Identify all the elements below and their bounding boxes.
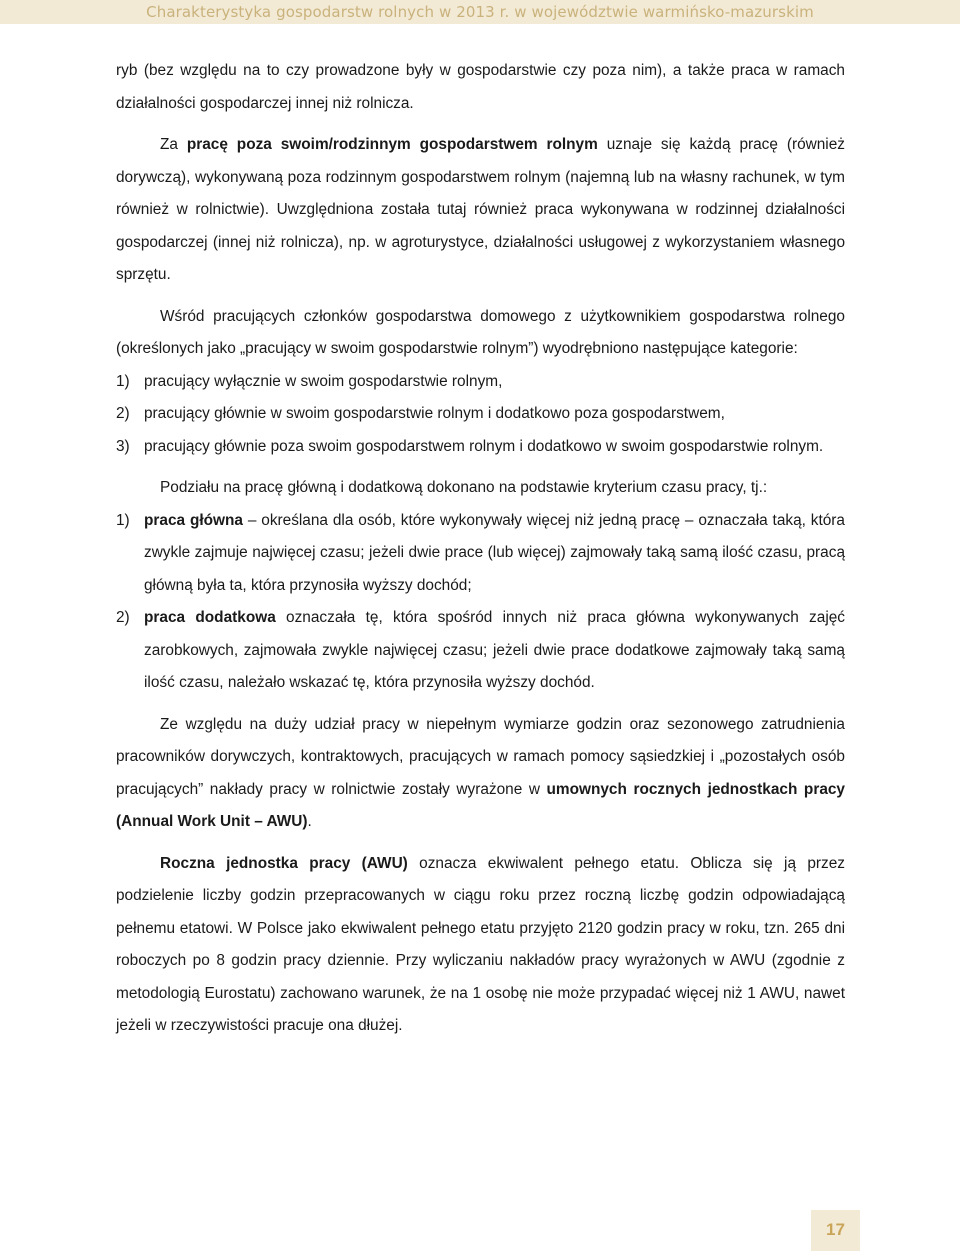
page-body [116, 55, 845, 1043]
paragraph-categories-intro: Wśród pracujących członków gospodarstwa domowego z użytkownikiem gospodarstwa rolnego (określonych jako „pracujący w swoim gospodarstwie rolnym”) wyodrębniono następujące kategorie: [116, 307, 845, 357]
page-number: 17 [826, 1220, 845, 1239]
list-item [116, 505, 845, 603]
list-item [116, 366, 845, 399]
list-item [116, 602, 845, 700]
running-header: Charakterystyka gospodarstw rolnych w 2013 r. w województwie warmińsko-mazurskim [146, 3, 814, 21]
term-main-work: praca główna [144, 511, 243, 529]
list-number: 2) [116, 609, 130, 626]
page-number-box [811, 1210, 860, 1251]
list-text: pracujący głównie w swoim gospodarstwie rolnym i dodatkowo poza gospodarstwem, [144, 405, 725, 422]
paragraph-awu-definition: Roczna jednostka pracy (AWU) oznacza ekwiwalent pełnego etatu. Oblicza się ją przez podzielenie liczby godzin przepracowanych w ciągu roku przez roczną liczbę godzin odpowiadającą pełnemu etatowi. W Polsce jako ekwiwalent pełnego etatu przyjęto 2120 godzin pracy w roku, tzn. 265 dni roboczych po 8 godzin pracy dziennie. Przy wyliczaniu nakładów pracy wyrażonych w AWU (zgodnie z metodologią Eurostatu) zachowano warunek, że na 1 osobę nie może przypadać więcej niż 1 AWU, nawet jeżeli w rzeczywistości pracuje ona dłużej. [116, 854, 845, 1034]
work-type-list [116, 505, 845, 700]
term-off-farm-work: pracę poza swoim/rodzinnym gospodarstwem rolnym [186, 136, 598, 153]
paragraph-off-farm-work: Za pracę poza swoim/rodzinnym gospodarstwem rolnym uznaje się każdą pracę (również dorywczą), wykonywaną poza rodzinnym gospodarstwem rolnym (najemną lub na własny rachunek, w tym również w rolnictwie). Uwzględniona została tutaj również praca wykonywana w rodzinnej działalności gospodarczej (innej niż rolnicza), np. w agroturystyce, działalności usługowej z wykorzystaniem własnego sprzętu. [116, 136, 845, 283]
term-additional-work: praca dodatkowa [144, 609, 276, 626]
list-item [116, 431, 845, 464]
paragraph-main-vs-additional: Podziału na pracę główną i dodatkową dokonano na podstawie kryterium czasu pracy, tj.: [160, 479, 768, 496]
list-number: 3) [116, 437, 130, 455]
list-text: praca główna – określana dla osób, które wykonywały więcej niż jedną pracę – oznaczała taką, która zwykle zajmuje najwięcej czasu; jeżeli dwie prace (lub więcej) zajmowały taką samą ilość czasu, pracą główną była ta, która przynosiła wyższy dochód; [144, 511, 845, 594]
list-number: 1) [116, 372, 130, 390]
term-awu: umownych rocznych jednostkach pracy (Annual Work Unit – AWU) [116, 780, 845, 830]
term-awu-definition: Roczna jednostka pracy (AWU) [160, 854, 408, 872]
list-item [116, 398, 845, 431]
list-text: pracujący głównie poza swoim gospodarstwem rolnym i dodatkowo w swoim gospodarstwie rolnym. [144, 437, 824, 455]
list-number: 1) [116, 511, 130, 529]
paragraph-continuation: ryb (bez względu na to czy prowadzone były w gospodarstwie czy poza nim), a także praca w ramach działalności gospodarczej innej niż rolnicza. [116, 62, 845, 112]
list-text: pracujący wyłącznie w swoim gospodarstwie rolnym, [144, 372, 503, 390]
categories-list [116, 366, 845, 464]
header-band [0, 0, 960, 24]
list-number: 2) [116, 405, 130, 422]
paragraph-awu-intro: Ze względu na duży udział pracy w niepełnym wymiarze godzin oraz sezonowego zatrudnienia pracowników dorywczych, kontraktowych, pracujących w ramach pomocy sąsiedzkiej i „pozostałych osób pracujących” nakłady pracy w rolnictwie zostały wyrażone w umownych rocznych jednostkach pracy (Annual Work Unit – AWU). [116, 715, 845, 830]
list-text: praca dodatkowa oznaczała tę, która spośród innych niż praca główna wykonywanych zajęć zarobkowych, zajmowała zwykle najwięcej czasu; jeżeli dwie prace dodatkowe zajmowały taką samą ilość czasu, należało wskazać tę, która przynosiła wyższy dochód. [144, 609, 845, 691]
